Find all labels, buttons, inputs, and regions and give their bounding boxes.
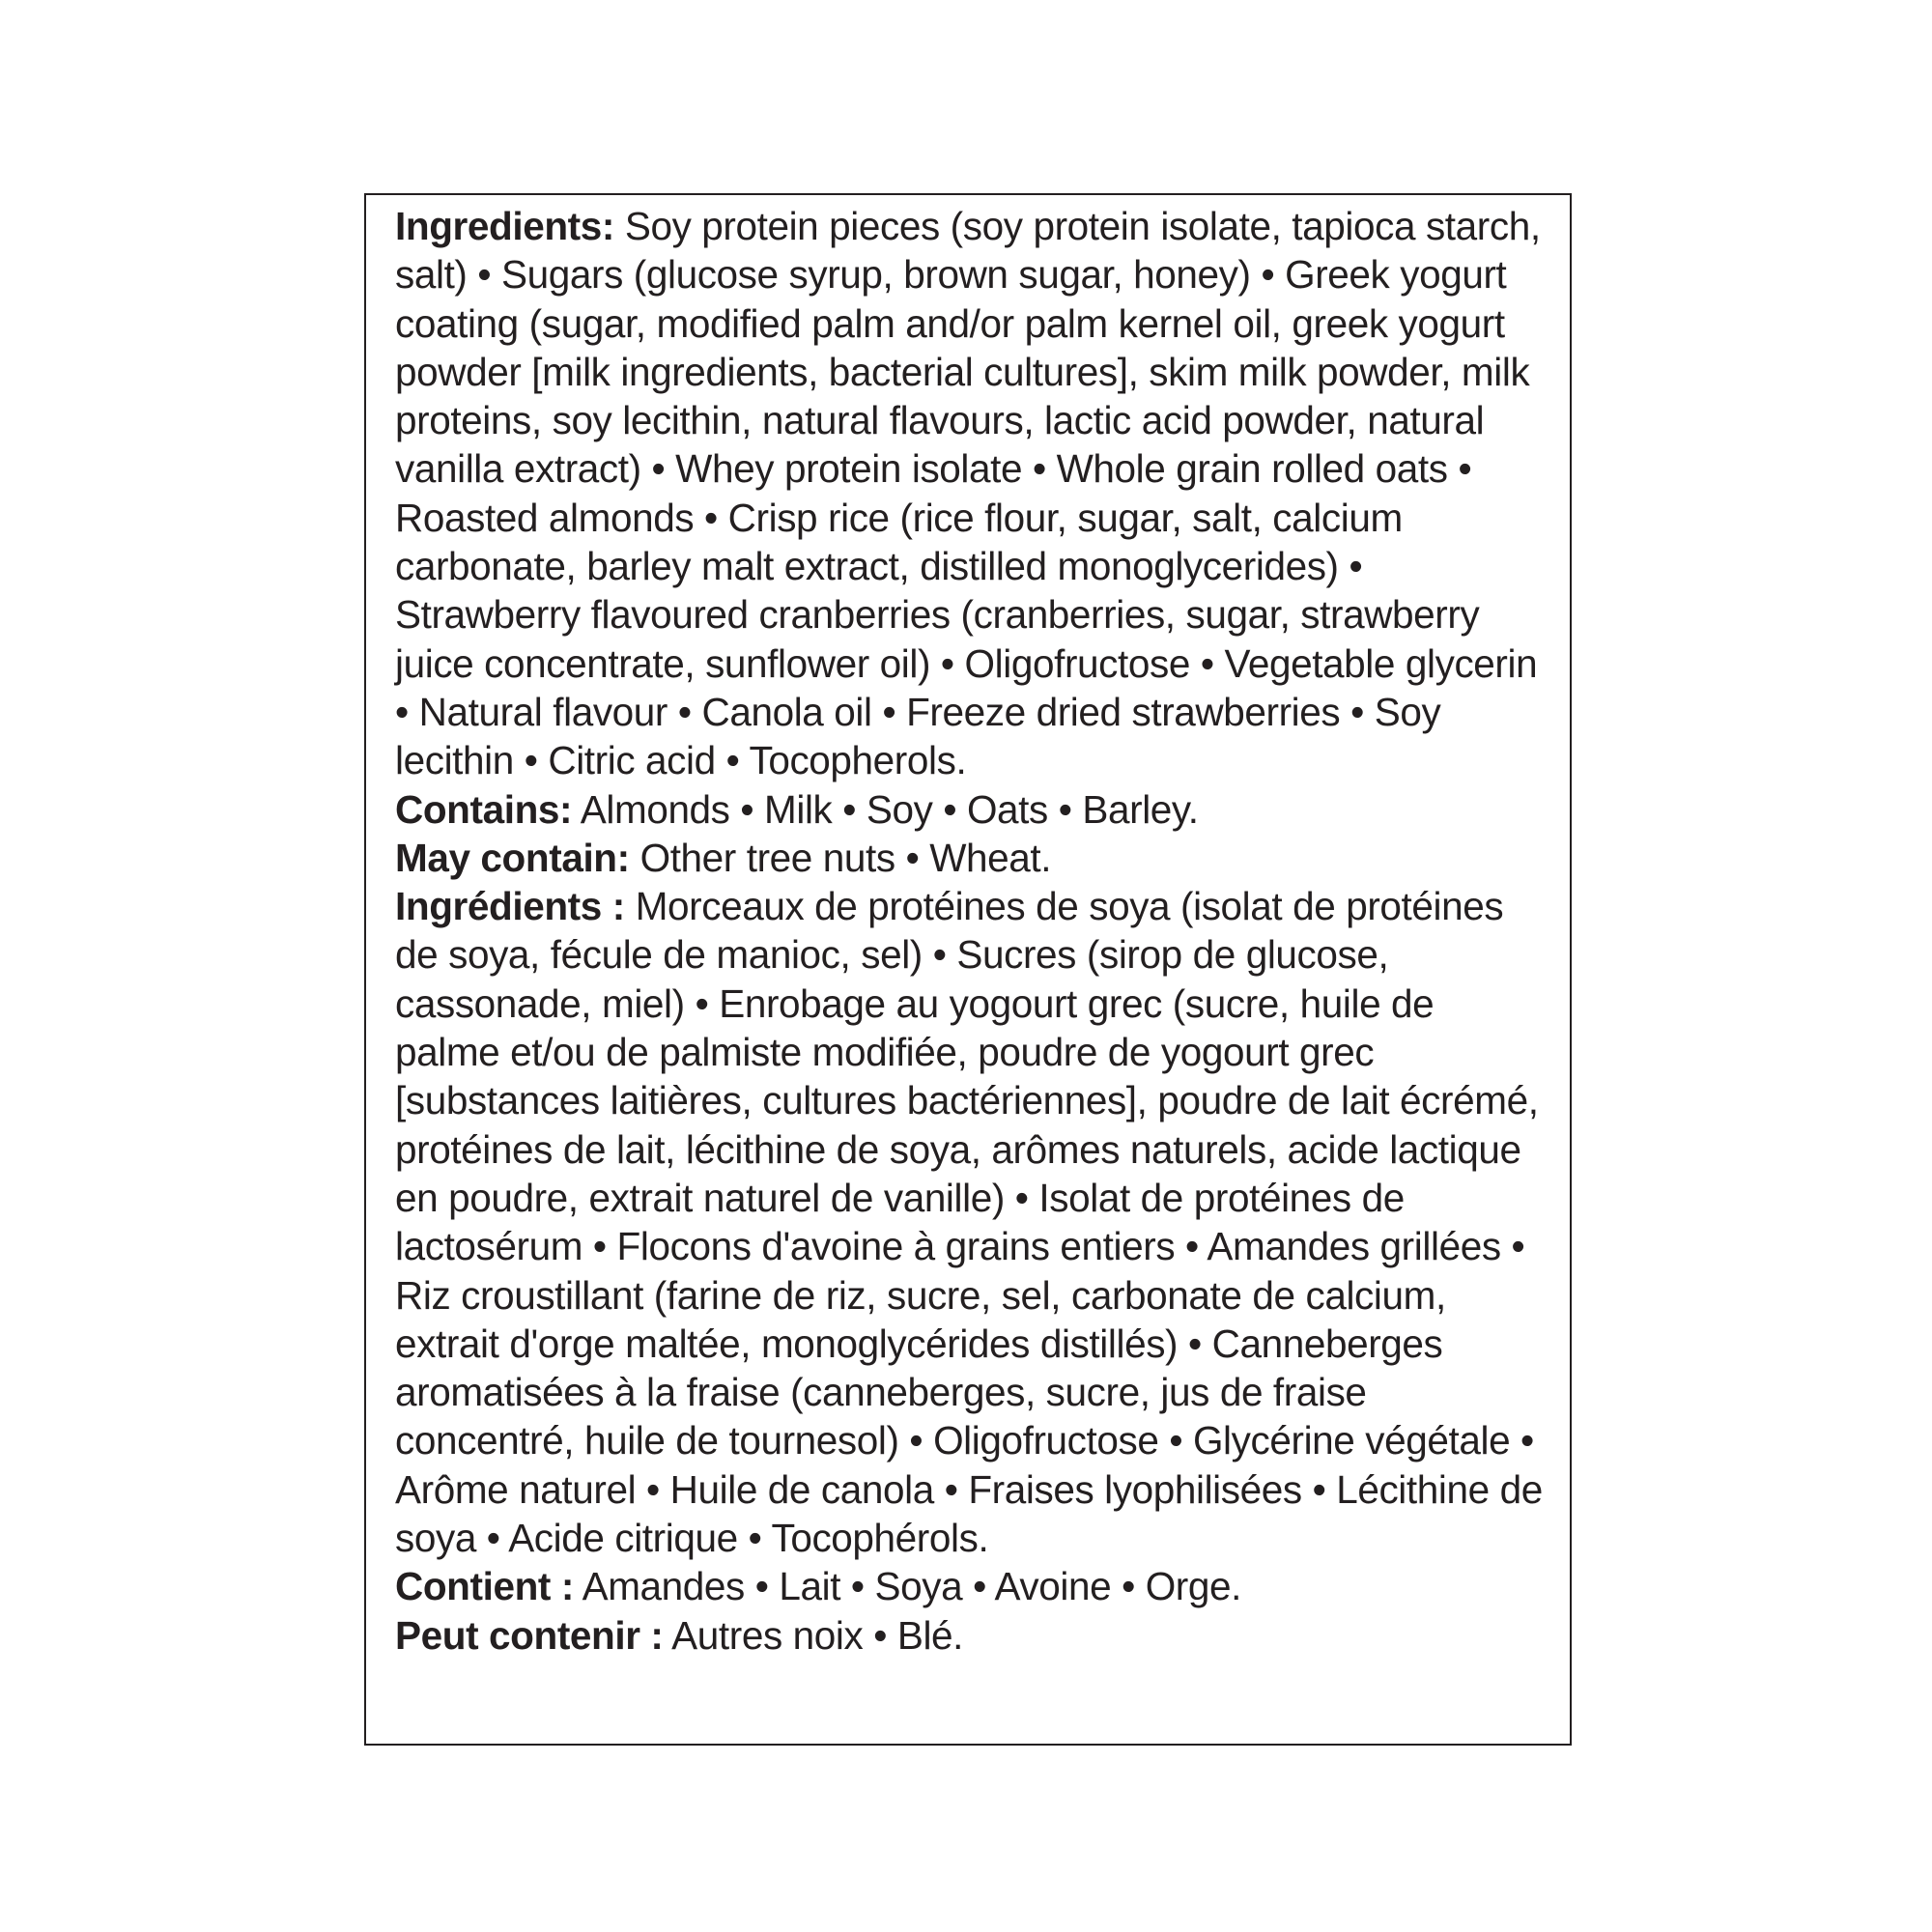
french-contains-label: Contient : bbox=[395, 1564, 574, 1609]
english-ingredients-text: Soy protein pieces (soy protein isolate, tapioca starch, salt) • Sugars (glucose syrup, brown sugar, honey) • Greek yogurt coating (sugar, modified palm and/or palm kernel oil, greek yogurt powder [milk ingredients, bacterial cultures], skim milk powder, milk proteins, soy lecithin, natural flavours, lactic acid powder, natural vanilla extract) • Whey protein isolate • Whole grain rolled oats • Roasted almonds • Crisp rice (rice flour, sugar, salt, calcium carbonate, barley malt extract, distilled monoglycerides) • Strawberry flavoured cranberries (cranberries, sugar, strawberry juice concentrate, sunflower oil) • Oligofructose • Vegetable glycerin • Natural flavour • Canola oil • Freeze dried strawberries • Soy lecithin • Citric acid • Tocopherols. bbox=[395, 204, 1541, 783]
french-contains bbox=[395, 1562, 1545, 1610]
english-may-contain-text: Other tree nuts • Wheat. bbox=[639, 835, 1052, 880]
french-contains-text: Amandes • Lait • Soya • Avoine • Orge. bbox=[582, 1564, 1241, 1609]
french-may-contain-label: Peut contenir : bbox=[395, 1612, 664, 1658]
french-ingredients bbox=[395, 882, 1545, 1562]
english-ingredients bbox=[395, 202, 1545, 785]
french-ingredients-label: Ingrédients : bbox=[395, 884, 625, 929]
english-may-contain-label: May contain: bbox=[395, 835, 630, 880]
ingredients-label-panel bbox=[364, 193, 1572, 1746]
english-ingredients-label: Ingredients: bbox=[395, 204, 614, 248]
english-may-contain bbox=[395, 834, 1545, 882]
french-may-contain bbox=[395, 1611, 1545, 1660]
english-contains-label: Contains: bbox=[395, 786, 573, 832]
english-contains-text: Almonds • Milk • Soy • Oats • Barley. bbox=[580, 786, 1199, 832]
french-may-contain-text: Autres noix • Blé. bbox=[671, 1612, 964, 1658]
french-ingredients-text: Morceaux de protéines de soya (isolat de protéines de soya, fécule de manioc, sel) • Sucres (sirop de glucose, cassonade, miel) • Enrobage au yogourt grec (sucre, huile de palme et/ou de palmiste modifiée, poudre de yogourt grec [substances laitières, cultures bactériennes], poudre de lait écrémé, protéines de lait, lécithine de soya, arômes naturels, acide lactique en poudre, extrait naturel de vanille) • Isolat de protéines de lactosérum • Flocons d'avoine à grains entiers • Amandes grillées • Riz croustillant (farine de riz, sucre, sel, carbonate de calcium, extrait d'orge maltée, monoglycérides distillés) • Canneberges aromatisées à la fraise (canneberges, sucre, jus de fraise concentré, huile de tournesol) • Oligofructose • Glycérine végétale • Arôme naturel • Huile de canola • Fraises lyophilisées • Lécithine de soya • Acide citrique • Tocophérols. bbox=[395, 884, 1543, 1561]
english-contains bbox=[395, 785, 1545, 834]
